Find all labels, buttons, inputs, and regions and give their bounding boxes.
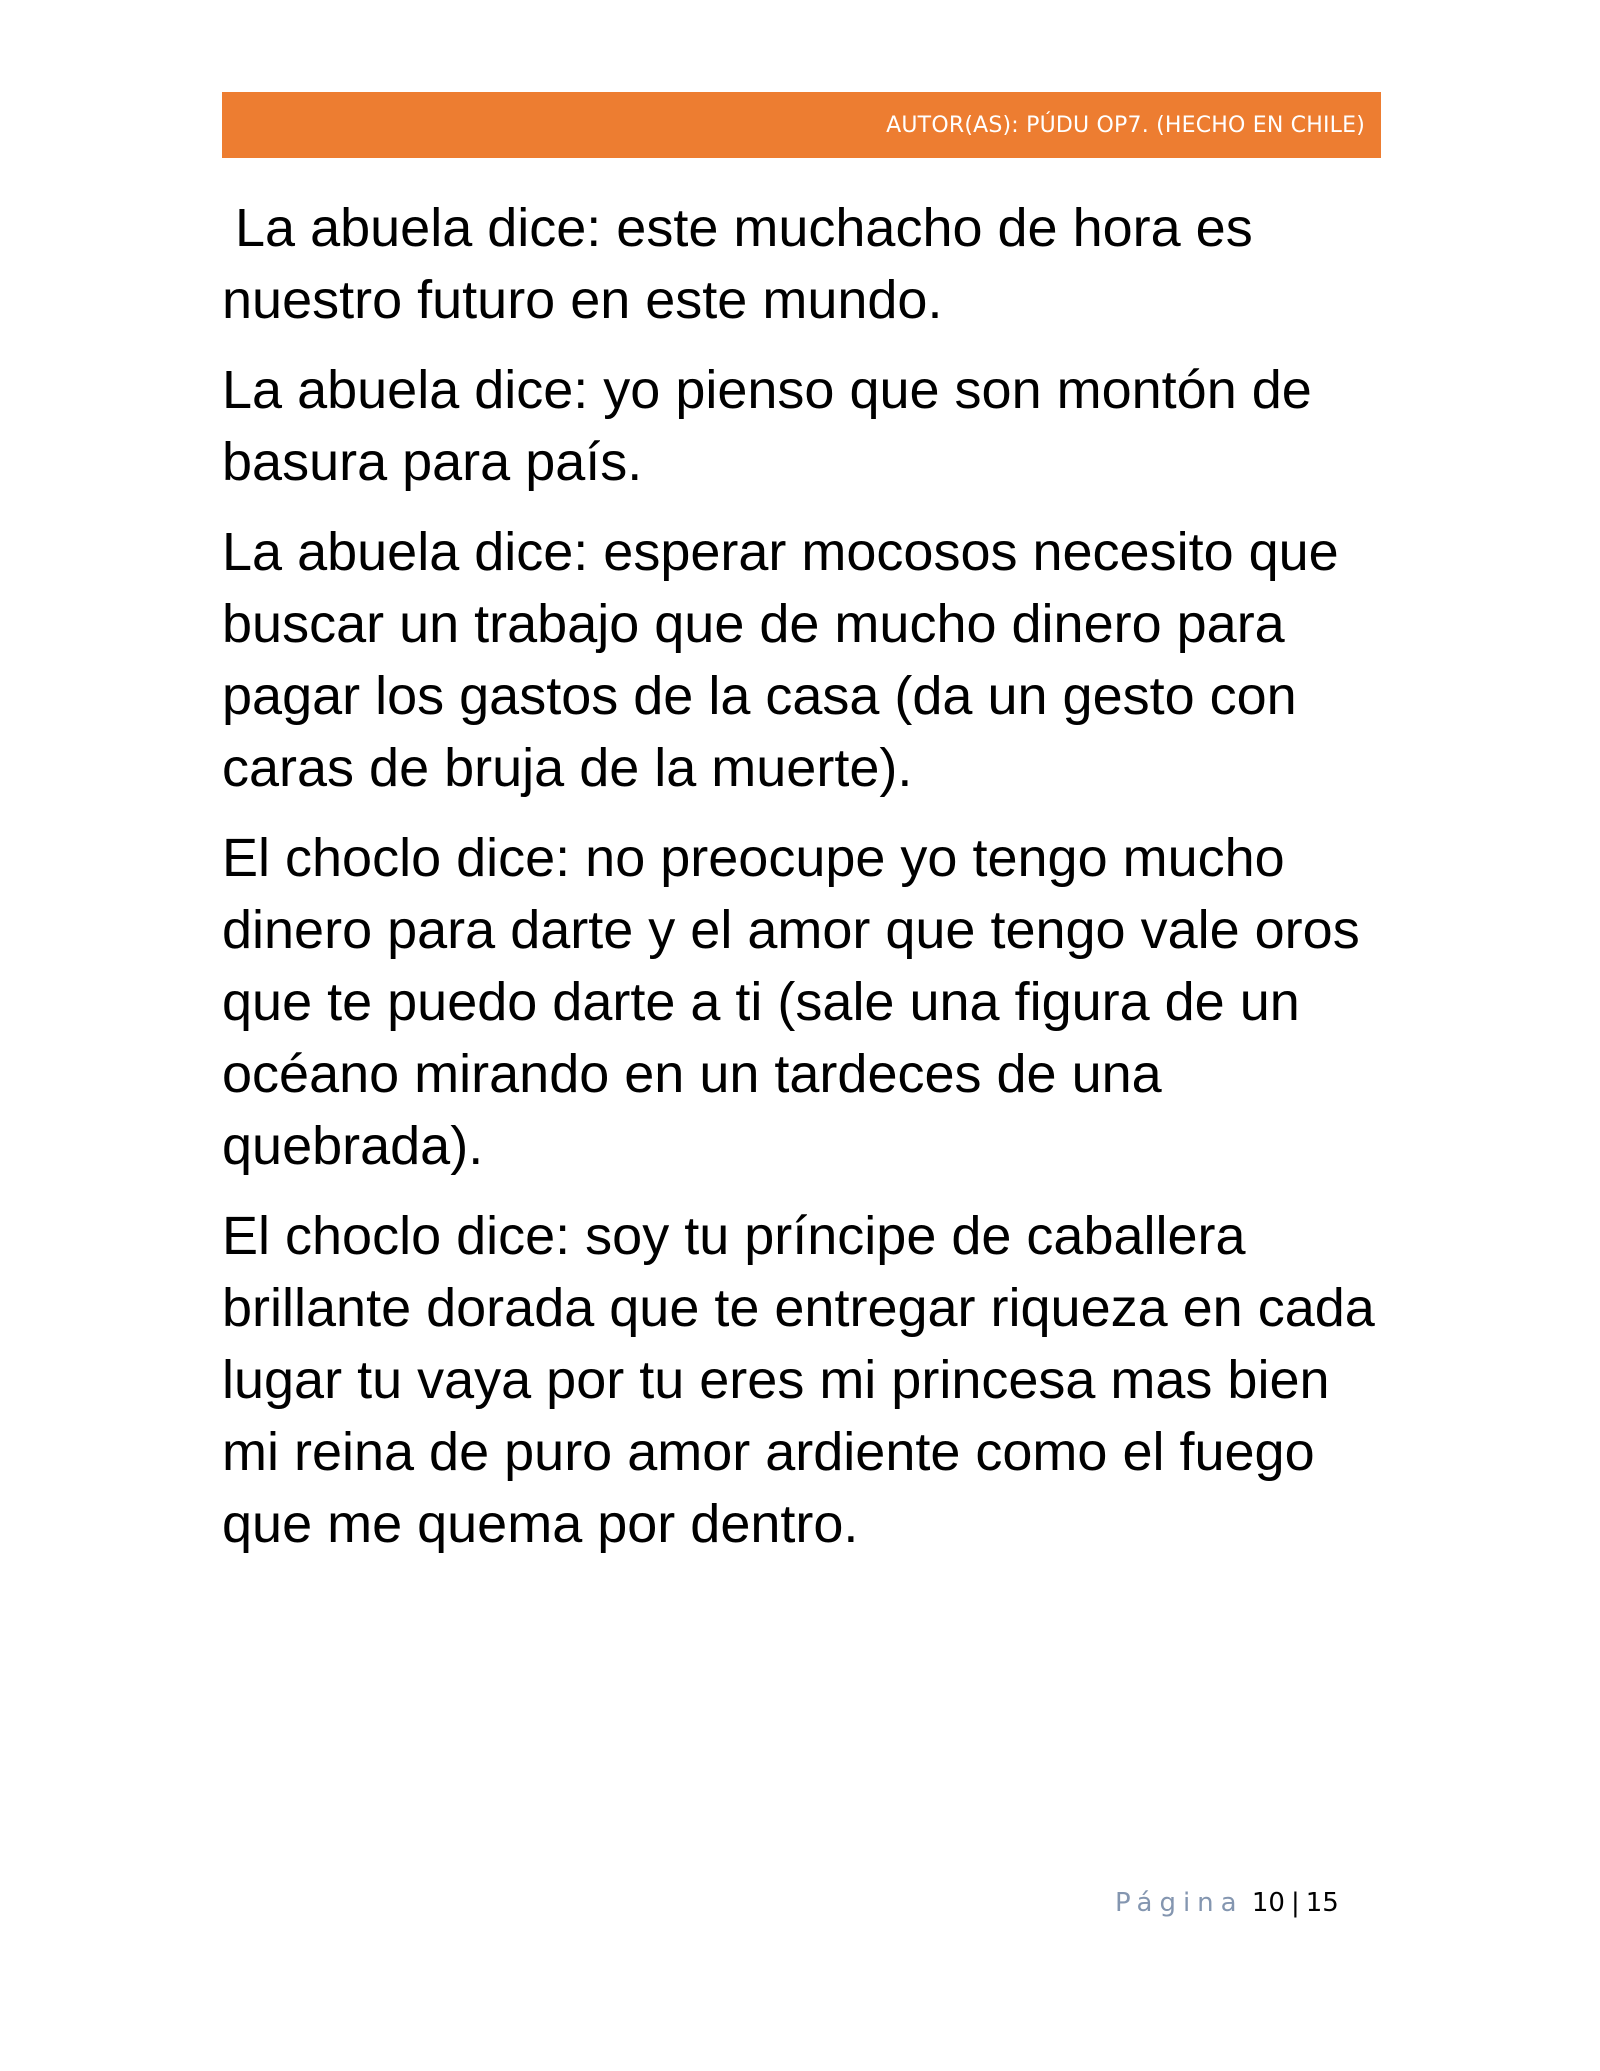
page-number-current: 10 <box>1251 1888 1285 1918</box>
document-body <box>222 192 1397 1578</box>
page-label: Página <box>1115 1888 1244 1918</box>
page-number-total: 15 <box>1305 1888 1339 1918</box>
header-author-text: AUTOR(AS): PÚDU OP7. (HECHO EN CHILE) <box>886 112 1365 138</box>
page-number-separator: | <box>1290 1888 1300 1918</box>
paragraph-3: La abuela dice: esperar mocosos necesito que buscar un trabajo que de mucho dinero para pagar los gastos de la casa (da un gesto con caras de bruja de la muerte). <box>222 522 1339 798</box>
paragraph-1: La abuela dice: este muchacho de hora es nuestro futuro en este mundo. <box>222 198 1253 330</box>
header-band <box>222 92 1381 158</box>
paragraph-5: El choclo dice: soy tu príncipe de caballera brillante dorada que te entregar riqueza en cada lugar tu vaya por tu eres mi princesa mas bien mi reina de puro amor ardiente como el fuego que me quema por dentro. <box>222 1206 1375 1554</box>
paragraph-2: La abuela dice: yo pienso que son montón de basura para país. <box>222 360 1312 492</box>
paragraph-4: El choclo dice: no preocupe yo tengo mucho dinero para darte y el amor que tengo vale oros que te puedo darte a ti (sale una figura de un océano mirando en un tardeces de una quebrada). <box>222 828 1360 1176</box>
page-footer <box>1115 1888 1339 1918</box>
